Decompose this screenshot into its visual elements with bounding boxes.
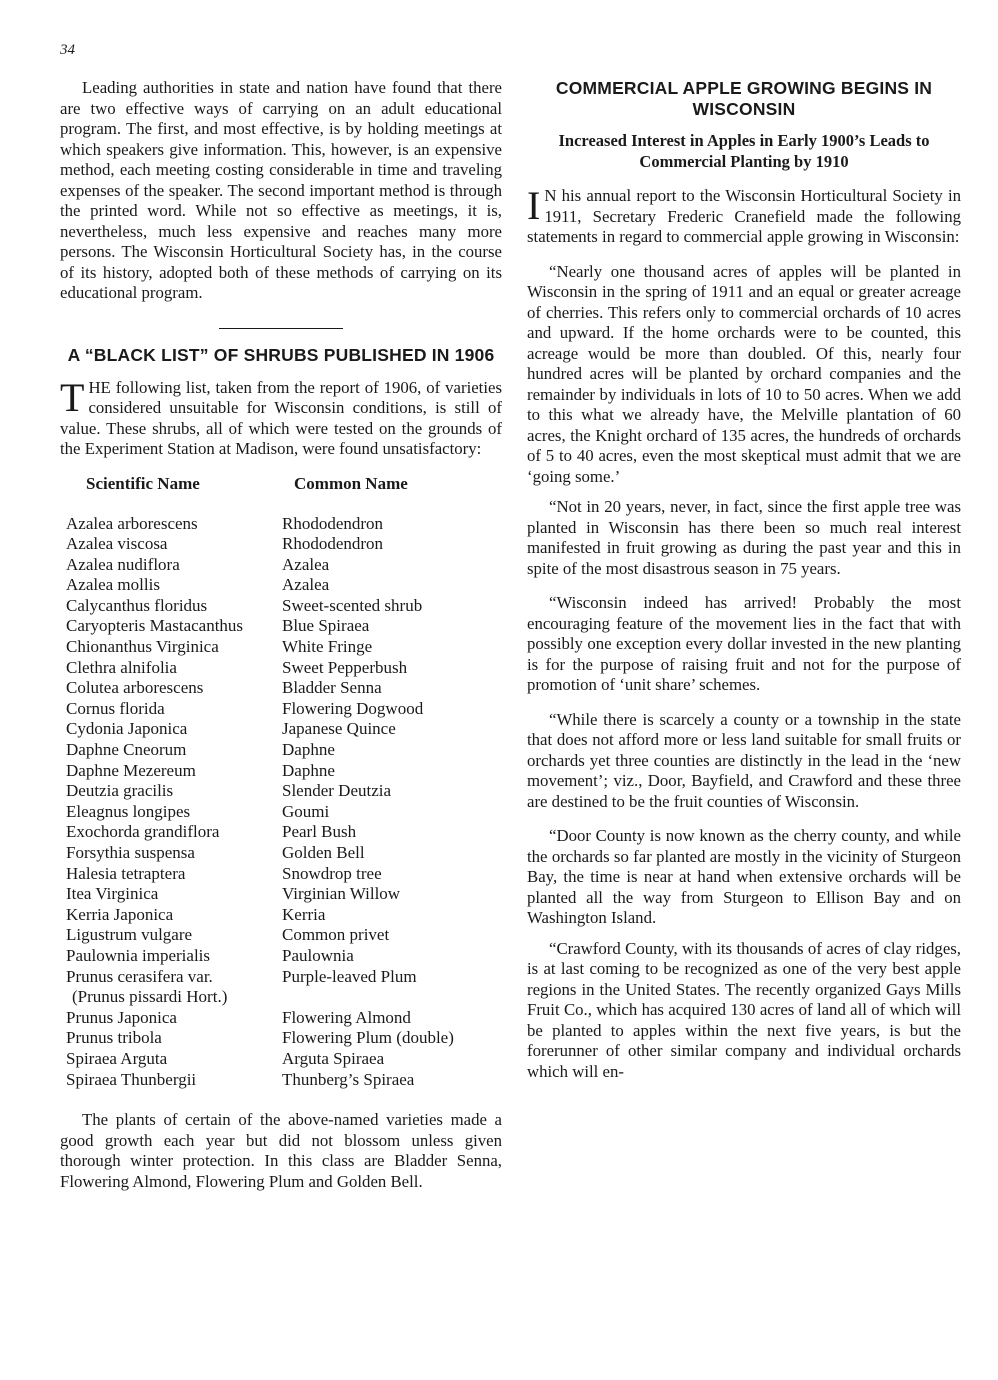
scientific-name: Cydonia Japonica [66,719,188,739]
shrub-row [60,761,502,782]
quote-paragraph: “Wisconsin indeed has arrived! Probably the most encouraging feature of the movement lies in the fact that with possibly one exception every dollar invested in the new planting is for the purpose of raising fruit and not for the purpose of promotion of ‘unit share’ schemes. [527,593,961,694]
shrub-row [60,946,502,967]
scientific-name: Prunus tribola [66,1028,162,1048]
dropcap-i: I [527,183,541,228]
scientific-name: Deutzia gracilis [66,781,174,801]
common-name: Japanese Quince [282,719,396,739]
common-name: Azalea [282,554,330,574]
common-name: Daphne [282,740,335,760]
shrub-table-header [60,474,502,494]
scientific-name: Kerria Japonica [66,904,174,924]
scientific-name: Spiraea Thunbergii [66,1069,197,1089]
quote-paragraph: “While there is scarcely a county or a township in the state that does not afford more or less land suitable for small fruits or orchards yet three counties are distinctly in the lead in the ‘new movement’; viz., Door, Bayfield, and Crawford and these three are destined to be the fruit counties of Wisconsin. [527,709,961,811]
shrub-row [60,637,502,658]
scientific-name: Prunus Japonica [66,1007,177,1027]
scientific-name: Spiraea Arguta [66,1048,168,1068]
shrub-row [60,864,502,885]
quote-paragraph: “Door County is now known as the cherry county, and while the orchards so far planted are mostly in the vicinity of Sturgeon Bay, the time is near at hand when extensive orchards will be planted all the way from Sturgeon to Ellison Bay and on Washington Island. [527,826,961,927]
shrub-row [60,905,502,926]
blacklist-heading: A “BLACK LIST” OF SHRUBS PUBLISHED IN 1906 [67,344,495,365]
scientific-name: Eleagnus longipes [66,801,191,821]
blacklist-intro [60,374,502,460]
common-name: Sweet-scented shrub [282,595,423,615]
common-name: Daphne [282,760,335,780]
scientific-name: Clethra alnifolia [66,657,177,677]
common-name: Slender Deutzia [282,781,392,801]
common-name: Kerria [282,904,326,924]
dropcap-t: T [60,374,85,420]
shrub-row [60,781,502,802]
scientific-name: Azalea mollis [66,575,160,595]
scientific-name: Exochorda grandiflora [66,822,220,842]
common-name-header: Common Name [294,473,408,493]
quote-paragraph: “Not in 20 years, never, in fact, since the first apple tree was planted in Wisconsin has there been so much real interest manifested in fruit growing as during the past year and this in spite of the most disastrous season in 75 years. [527,497,961,578]
common-name: Goumi [282,801,330,821]
common-name: Snowdrop tree [282,863,382,883]
shrub-row [60,884,502,905]
common-name: Paulownia [282,945,354,965]
shrub-row [60,699,502,720]
common-name: Rhododendron [282,513,384,533]
common-name: Thunberg’s Spiraea [282,1069,415,1089]
right-column [527,78,961,1082]
shrub-row [60,1049,502,1070]
common-name: Flowering Dogwood [282,698,424,718]
apple-article-subtitle: Increased Interest in Apples in Early 1900’s Leads to Commercial Planting by 1910 [558,131,930,171]
scientific-name-header: Scientific Name [86,473,200,493]
shrub-row [60,1028,502,1049]
shrub-row [60,740,502,761]
common-name: Azalea [282,575,330,595]
scientific-name: Chionanthus Virginica [66,637,219,657]
shrub-row [60,719,502,740]
common-name: Sweet Pepperbush [282,657,408,677]
scientific-name: Forsythia suspensa [66,843,195,862]
page-number: 34 [60,42,75,58]
shrub-row [60,678,502,699]
shrub-row [60,1008,502,1029]
shrub-row [60,967,502,988]
scientific-name: Calycanthus floridus [66,595,208,615]
apple-article-intro-text: N his annual report to the Wisconsin Horticultural Society in 1911, Secretary Frederic Cranefield made the following statements in regard to commercial apple growing in Wisconsin: [527,186,961,246]
common-name: Flowering Almond [282,1007,411,1027]
scientific-name: Colutea arborescens [66,678,204,698]
common-name: Arguta Spiraea [282,1048,385,1068]
shrub-row [60,616,502,637]
common-name: Golden Bell [282,843,365,862]
common-name: White Fringe [282,637,373,657]
common-name: Bladder Senna [282,678,382,698]
common-name: Common privet [282,925,390,945]
shrub-row [60,658,502,679]
shrub-row [60,802,502,823]
scientific-name: (Prunus pissardi Hort.) [72,987,228,1007]
shrub-row [60,987,502,1008]
scientific-name: Ligustrum vulgare [66,925,193,945]
scientific-name: Cornus florida [66,698,165,718]
scientific-name: Daphne Mezereum [66,760,196,780]
common-name: Virginian Willow [282,884,401,904]
shrub-row [60,1070,502,1091]
shrub-row [60,843,502,864]
shrub-table [60,514,502,1091]
scientific-name: Prunus cerasifera var. [66,966,213,986]
shrub-row [60,596,502,617]
shrub-row [60,822,502,843]
common-name: Flowering Plum (double) [282,1028,454,1048]
shrub-row [60,575,502,596]
scientific-name: Itea Virginica [66,884,159,904]
shrub-row [60,555,502,576]
common-name: Purple-leaved Plum [282,966,417,986]
section-divider [219,328,343,329]
common-name: Rhododendron [282,534,384,554]
left-column [60,78,502,1192]
scientific-name: Halesia tetraptera [66,863,186,883]
intro-paragraph: Leading authorities in state and nation have found that there are two effective ways of carrying on an adult educational program. The first, and most effective, is by holding meetings at which speakers give information. This, however, is an expensive method, each meeting costing considerable in time and traveling expenses of the speaker. The second important method is through the printed word. While not so effective as meetings, it is, nevertheless, much less expensive and reaches many more persons. The Wisconsin Horticultural Society has, in the course of its history, adopted both of these methods of carrying on its educational program. [60,78,502,302]
quote-paragraph: “Nearly one thousand acres of apples will be planted in Wisconsin in the spring of 1911 and an equal or greater acreage of cherries. This refers only to commercial orchards of 10 acres and upward. If the home orchards were to be counted, this acreage would be more than doubled. Of this, nearly four hundred acres will be planted by orchard companies and the remainder by individuals in lots of 10 to 50 acres. When we add to this what we already have, the Melville plantation of 60 acres, the Knight orchard of 135 acres, the hundreds of orchards of 5 to 40 acres, even the most skeptical must admit that we are ‘going some.’ [527,261,961,486]
scientific-name: Caryopteris Mastacanthus [66,616,244,636]
scientific-name: Azalea arborescens [66,513,198,533]
blacklist-intro-text: HE following list, taken from the report of 1906, of varieties considered unsuitable for Wisconsin conditions, is still of value. These shrubs, all of which were tested on the grounds of the Experiment Station at Madison, were found unsatisfactory: [60,377,502,458]
closing-paragraph: The plants of certain of the above-named varieties made a good growth each year but did not blossom unless given thorough winter protection. In this class are Bladder Senna, Flowering Almond, Flowering Plum and Golden Bell. [60,1110,502,1191]
apple-article-intro [527,183,961,248]
shrub-row [60,514,502,535]
quote-paragraph: “Crawford County, with its thousands of acres of clay ridges, is at last coming to be recognized as one of the very best apple regions in the United States. The recently organized Gays Mills Fruit Co., which has acquired 130 acres of land all of which will be planted to apples within the next five years, is but the forerunner of other similar company and individual orchards which will en- [527,938,961,1081]
scientific-name: Paulownia imperialis [66,945,211,965]
scientific-name: Azalea nudiflora [66,554,180,574]
apple-article-title: COMMERCIAL APPLE GROWING BEGINS IN WISCONSIN [555,78,933,119]
shrub-row [60,534,502,555]
common-name: Pearl Bush [282,822,357,842]
common-name: Blue Spiraea [282,616,370,636]
scientific-name: Azalea viscosa [66,534,168,554]
scientific-name: Daphne Cneorum [66,740,187,760]
shrub-row [60,925,502,946]
